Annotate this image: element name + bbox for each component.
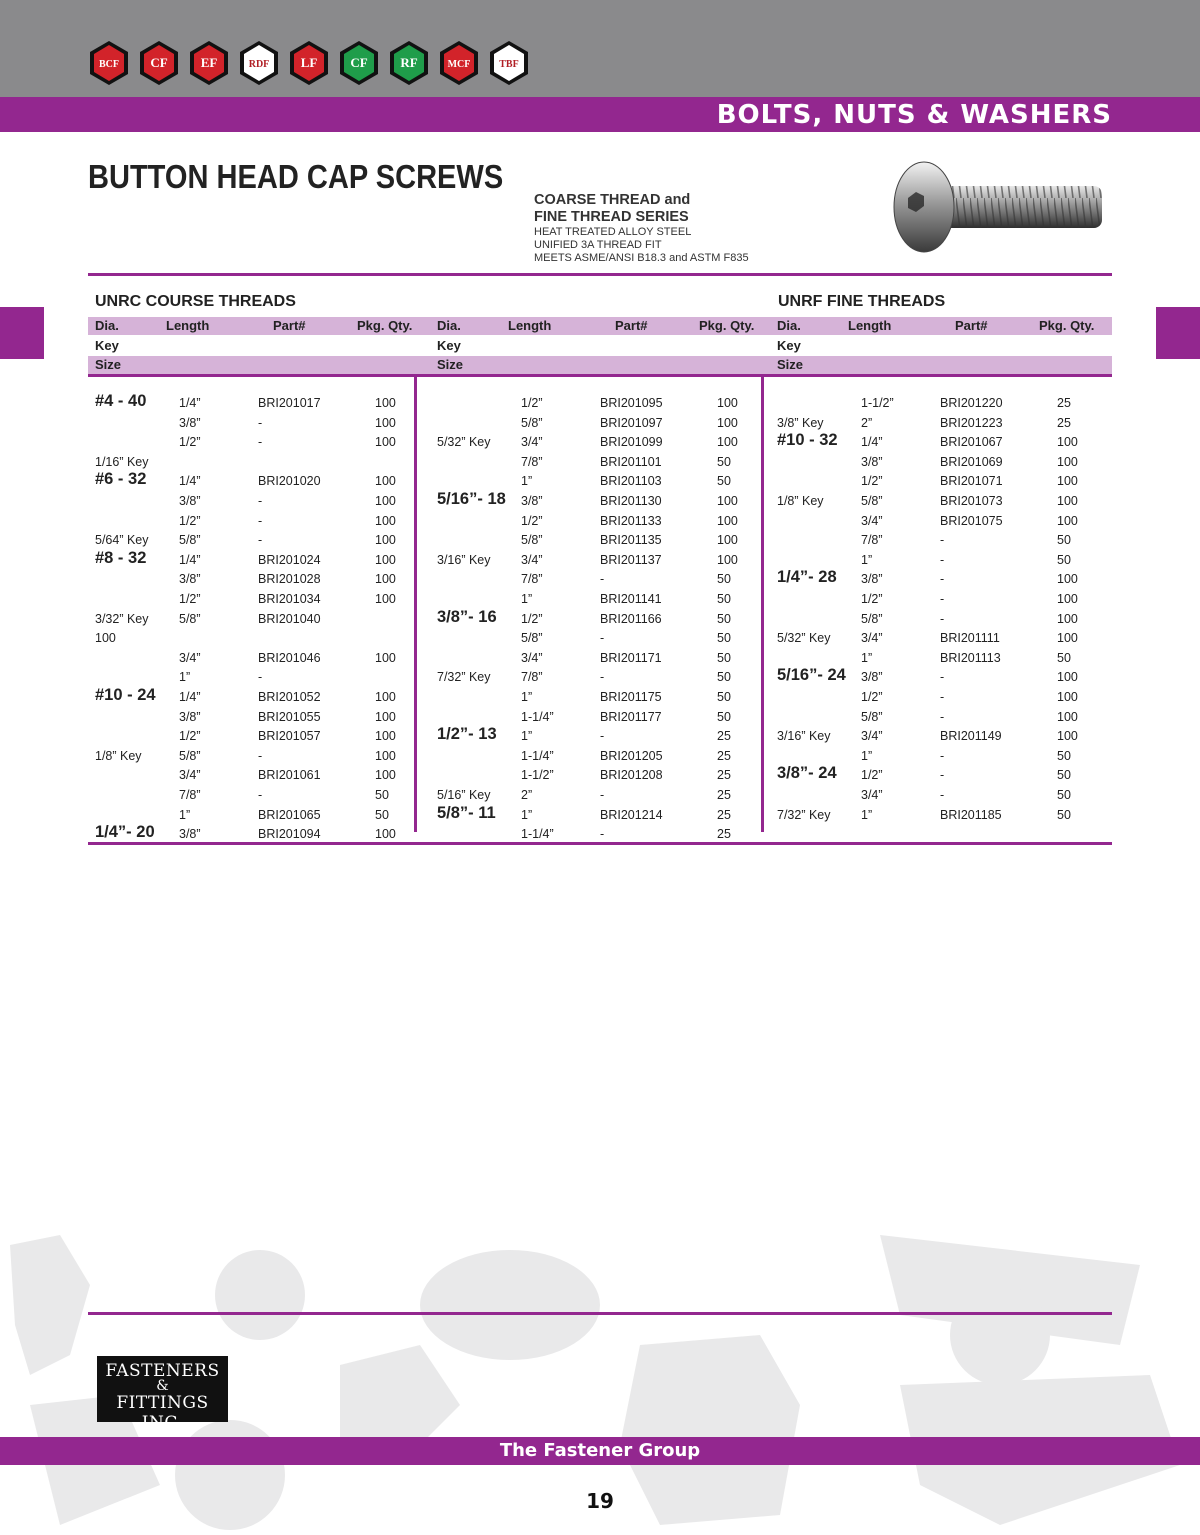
cell-len: 7/8” <box>179 788 201 802</box>
cell-pkg: 50 <box>375 788 389 802</box>
cell-pkg: 100 <box>1057 670 1078 685</box>
cell-part: BRI201052 <box>258 690 321 704</box>
cell-len: 1/2” <box>861 690 883 704</box>
cell-len: 5/8” <box>861 494 883 508</box>
brand-logo <box>436 40 482 86</box>
cell-part: - <box>940 788 945 802</box>
cell-dia: 3/8” Key <box>777 415 824 430</box>
header-part: Part# <box>273 318 306 333</box>
cell-len: 3/8” <box>861 454 883 469</box>
cell-len: 7/8” <box>521 572 543 587</box>
footer-group-name: The Fastener Group <box>499 1440 701 1461</box>
cell-pkg: 100 <box>375 690 396 704</box>
cell-part: - <box>600 827 605 842</box>
header-part: Part# <box>955 318 988 333</box>
cell-part: - <box>940 533 945 548</box>
cell-dia: 7/32” Key <box>777 807 831 822</box>
cell-pkg: 50 <box>717 650 731 665</box>
cell-part: - <box>940 572 945 587</box>
cell-dia: 5/64” Key <box>95 533 149 548</box>
cell-len: 1” <box>861 807 873 822</box>
cell-part: BRI201214 <box>600 807 663 822</box>
header-key: Key <box>777 338 801 353</box>
cell-part: - <box>940 552 945 567</box>
cell-part: BRI201099 <box>600 435 663 450</box>
cell-pkg: 100 <box>717 435 738 450</box>
cell-len: 3/4” <box>179 650 201 665</box>
brand-logo <box>386 40 432 86</box>
cell-pkg: 50 <box>717 690 731 704</box>
table-header-row <box>88 317 1112 335</box>
cell-pkg: 50 <box>717 670 731 685</box>
cell-part: - <box>940 611 945 626</box>
header-pkg: Pkg. Qty. <box>357 318 413 333</box>
cell-dia: 5/16”- 24 <box>777 666 846 685</box>
cell-part: BRI201020 <box>258 474 321 489</box>
cell-pkg: 100 <box>375 474 396 489</box>
cell-len: 1” <box>179 670 191 685</box>
cell-len: 3/8” <box>179 709 201 724</box>
cell-pkg: 100 <box>375 592 396 606</box>
cell-part: - <box>258 788 263 802</box>
side-tab-left <box>0 307 44 359</box>
cell-dia: #4 - 40 <box>95 392 147 410</box>
cell-part: BRI201220 <box>940 396 1003 410</box>
cell-pkg: 50 <box>1057 788 1071 802</box>
cell-pkg: 100 <box>717 552 738 567</box>
cell-len: 1/4” <box>861 435 883 450</box>
cell-dia: 5/32” Key <box>777 631 831 646</box>
logo-line: FITTINGS INC. <box>116 1393 209 1433</box>
brand-logos <box>86 40 532 86</box>
category-title: BOLTS, NUTS & WASHERS <box>716 100 1112 130</box>
cell-dia: 1/4”- 20 <box>95 823 155 842</box>
cell-dia: 5/16” Key <box>437 788 491 802</box>
cell-pkg: 50 <box>717 454 731 469</box>
header-part: Part# <box>615 318 648 333</box>
cell-pkg: 100 <box>1057 513 1078 528</box>
column-divider <box>761 377 764 832</box>
cell-part: BRI201101 <box>600 454 662 469</box>
cell-dia: #8 - 32 <box>95 548 147 567</box>
cell-pkg: 100 <box>375 396 396 410</box>
cell-part: BRI201185 <box>940 807 1002 822</box>
cell-dia: 5/32” Key <box>437 435 491 450</box>
brand-logo <box>136 40 182 86</box>
cell-pkg: 100 <box>375 748 396 763</box>
cell-len: 1” <box>861 748 873 763</box>
cell-len: 1/2” <box>179 592 201 606</box>
cell-part: BRI201061 <box>258 768 321 783</box>
cell-part: BRI201175 <box>600 690 662 704</box>
cell-dia: 1/4”- 28 <box>777 568 837 587</box>
cell-part: BRI201075 <box>940 513 1003 528</box>
cell-part: - <box>940 748 945 763</box>
cell-pkg: 50 <box>1057 768 1071 783</box>
cell-pkg: 100 <box>1057 454 1078 469</box>
cell-len: 1/2” <box>521 513 543 528</box>
cell-len: 1” <box>179 807 191 822</box>
cell-len: 3/4” <box>861 631 883 646</box>
cell-pkg: 100 <box>1057 592 1078 606</box>
cell-pkg: 25 <box>717 827 731 842</box>
spec-line: UNIFIED 3A THREAD FIT <box>534 239 662 251</box>
cell-dia: #6 - 32 <box>95 470 147 489</box>
cell-len: 1/2” <box>861 474 883 489</box>
cell-pkg: 100 <box>717 494 738 508</box>
cell-dia: 1/2”- 13 <box>437 725 497 744</box>
cell-len: 3/8” <box>179 415 201 430</box>
cell-part: BRI201133 <box>600 513 662 528</box>
cell-part: BRI201034 <box>258 592 321 606</box>
cell-pkg: 100 <box>375 513 396 528</box>
cell-part: BRI201028 <box>258 572 321 587</box>
cell-pkg: 50 <box>375 807 389 822</box>
cell-dia: 3/16” Key <box>437 552 491 567</box>
cell-pkg: 100 <box>375 729 396 744</box>
header-pkg: Pkg. Qty. <box>699 318 755 333</box>
cell-dia: #10 - 24 <box>95 686 156 704</box>
section-title-unrc: UNRC COURSE THREADS <box>95 293 296 310</box>
cell-pkg: 100 <box>1057 435 1078 450</box>
footer-bar <box>0 1437 1200 1465</box>
cell-pkg: 25 <box>717 729 731 744</box>
logo-line: & <box>156 1378 169 1394</box>
cell-pkg: 100 <box>1057 690 1078 704</box>
cell-len: 3/4” <box>179 768 201 783</box>
page-number: 19 <box>586 1489 614 1513</box>
cell-len: 7/8” <box>861 533 883 548</box>
header-band <box>0 0 1200 97</box>
cell-pkg: 25 <box>717 788 731 802</box>
cell-part: - <box>940 709 945 724</box>
cell-len: 1” <box>861 650 873 665</box>
cell-len: 2” <box>861 415 873 430</box>
cell-len: 1/2” <box>179 729 201 744</box>
cell-part: - <box>940 670 945 685</box>
brand-logo <box>486 40 532 86</box>
cell-len: 1/4” <box>179 552 201 567</box>
cell-len: 3/4” <box>861 513 883 528</box>
cell-part: - <box>258 670 263 685</box>
cell-part: BRI201223 <box>940 415 1003 430</box>
logo-text: BCF <box>99 59 119 70</box>
cell-len: 2” <box>521 788 533 802</box>
cell-pkg: 100 <box>375 415 396 430</box>
cell-pkg: 50 <box>717 474 731 489</box>
cell-len: 3/8” <box>179 572 201 587</box>
cell-pkg: 25 <box>717 768 731 783</box>
cell-pkg: 100 <box>375 572 396 587</box>
product-subtitle <box>534 192 749 265</box>
cell-pkg: 100 <box>717 533 738 548</box>
cell-pkg: 100 <box>1057 729 1078 744</box>
cell-len: 1” <box>521 729 533 744</box>
cell-part: - <box>940 768 945 783</box>
cell-len: 1” <box>521 807 533 822</box>
cell-pkg: 50 <box>717 709 731 724</box>
header-dia: Dia. <box>95 318 119 333</box>
cell-dia: 7/32” Key <box>437 670 491 685</box>
logo-text: LF <box>300 55 318 70</box>
brand-logo <box>236 40 282 86</box>
cell-len: 1-1/4” <box>521 709 554 724</box>
cell-part: BRI201073 <box>940 494 1003 508</box>
cell-len: 5/8” <box>179 611 201 626</box>
cell-part: BRI201024 <box>258 552 321 567</box>
cell-len: 5/8” <box>521 631 543 646</box>
header-length: Length <box>166 318 210 333</box>
cell-part: BRI201111 <box>940 631 1000 646</box>
cell-part: BRI201141 <box>600 592 662 606</box>
cell-part: - <box>258 533 263 548</box>
cell-part: - <box>258 494 263 508</box>
category-bar <box>0 97 1200 132</box>
header-length: Length <box>848 318 892 333</box>
cell-part: BRI201057 <box>258 729 321 744</box>
cell-pkg: 25 <box>1057 396 1071 410</box>
cell-len: 3/8” <box>861 572 883 587</box>
cell-part: BRI201205 <box>600 748 663 763</box>
cell-dia: 1/16” Key <box>95 454 149 469</box>
cell-dia: 100 <box>95 631 116 646</box>
cell-pkg: 100 <box>375 827 396 842</box>
section-title-unrf: UNRF FINE THREADS <box>778 293 946 310</box>
cell-pkg: 100 <box>1057 709 1078 724</box>
cell-len: 5/8” <box>521 415 543 430</box>
logo-text: RDF <box>248 59 270 70</box>
header-dia: Dia. <box>437 318 461 333</box>
cell-pkg: 100 <box>717 415 738 430</box>
cell-part: BRI201095 <box>600 396 663 410</box>
brand-logo <box>286 40 332 86</box>
cell-part: BRI201040 <box>258 611 321 626</box>
cell-len: 5/8” <box>179 533 201 548</box>
cell-len: 3/8” <box>521 494 543 508</box>
cell-dia: 3/32” Key <box>95 611 149 626</box>
column-divider <box>414 377 417 832</box>
cell-len: 5/8” <box>521 533 543 548</box>
logo-text: CF <box>150 55 168 70</box>
header-size: Size <box>777 357 804 372</box>
cell-len: 5/8” <box>861 611 883 626</box>
header-length: Length <box>508 318 552 333</box>
cell-dia: #10 - 32 <box>777 431 838 450</box>
cell-pkg: 100 <box>1057 494 1078 508</box>
header-key: Key <box>437 338 461 353</box>
cell-pkg: 100 <box>717 513 738 528</box>
cell-part: - <box>258 415 263 430</box>
cell-len: 1/2” <box>861 592 883 606</box>
cell-len: 1” <box>521 592 533 606</box>
header-size: Size <box>437 357 464 372</box>
cell-part: BRI201166 <box>600 611 662 626</box>
cell-len: 1-1/2” <box>521 768 554 783</box>
logo-text: MCF <box>447 59 471 70</box>
cell-dia: 5/16”- 18 <box>437 490 506 508</box>
cell-len: 1-1/4” <box>521 827 554 842</box>
screw-image <box>886 158 1108 258</box>
cell-pkg: 100 <box>375 494 396 508</box>
cell-part: - <box>940 690 945 704</box>
cell-len: 7/8” <box>521 670 543 685</box>
cell-pkg: 100 <box>375 552 396 567</box>
cell-part: - <box>600 572 605 587</box>
cell-pkg: 100 <box>375 435 396 450</box>
spec-line: MEETS ASME/ANSI B18.3 and ASTM F835 <box>534 252 749 264</box>
cell-pkg: 100 <box>1057 572 1078 587</box>
cell-part: - <box>600 788 605 802</box>
cell-len: 1/4” <box>179 474 201 489</box>
cell-len: 3/8” <box>861 670 883 685</box>
cell-len: 1” <box>521 690 533 704</box>
divider <box>88 273 1112 276</box>
cell-pkg: 100 <box>1057 611 1078 626</box>
cell-len: 1/2” <box>861 768 883 783</box>
brand-logo <box>86 40 132 86</box>
header-size: Size <box>95 357 122 372</box>
cell-pkg: 50 <box>717 611 731 626</box>
cell-len: 3/4” <box>521 435 543 450</box>
cell-len: 1/4” <box>179 396 201 410</box>
cell-dia: 1/8” Key <box>95 748 142 763</box>
logo-line: FASTENERS <box>105 1361 220 1381</box>
header-key: Key <box>95 338 119 353</box>
cell-len: 5/8” <box>861 709 883 724</box>
cell-len: 7/8” <box>521 454 543 469</box>
cell-part: BRI201135 <box>600 533 662 548</box>
cell-part: BRI201103 <box>600 474 662 489</box>
cell-part: BRI201071 <box>940 474 1003 489</box>
cell-part: - <box>258 435 263 450</box>
cell-dia: 5/8”- 11 <box>437 803 496 822</box>
cell-len: 5/8” <box>179 748 201 763</box>
logo-text: EF <box>200 55 218 70</box>
page-title: BUTTON HEAD CAP SCREWS <box>88 158 504 195</box>
side-tab-right <box>1156 307 1200 359</box>
cell-part: BRI201094 <box>258 827 321 842</box>
cell-pkg: 25 <box>717 748 731 763</box>
cell-part: BRI201177 <box>600 709 662 724</box>
cell-dia: 3/8”- 16 <box>437 607 497 626</box>
brand-logo <box>186 40 232 86</box>
cell-len: 1/2” <box>179 513 201 528</box>
cell-part: BRI201149 <box>940 729 1002 744</box>
cell-pkg: 25 <box>717 807 731 822</box>
cell-len: 3/4” <box>521 650 543 665</box>
table-header-row <box>88 337 1112 355</box>
cell-part: BRI201208 <box>600 768 663 783</box>
cell-pkg: 100 <box>375 768 396 783</box>
divider <box>88 374 1112 377</box>
cell-part: - <box>600 670 605 685</box>
table-header-row <box>88 356 1112 374</box>
divider <box>88 842 1112 845</box>
cell-part: BRI201171 <box>600 650 662 665</box>
cell-len: 3/4” <box>861 788 883 802</box>
cell-pkg: 50 <box>717 572 731 587</box>
cell-len: 3/8” <box>179 494 201 508</box>
subtitle-line: FINE THREAD SERIES <box>534 209 689 225</box>
cell-part: - <box>600 729 605 744</box>
cell-pkg: 50 <box>1057 807 1071 822</box>
logo-text: RF <box>400 55 418 70</box>
cell-len: 3/4” <box>861 729 883 744</box>
cell-pkg: 50 <box>1057 650 1071 665</box>
cell-len: 1-1/2” <box>861 396 894 410</box>
cell-dia: 1/8” Key <box>777 494 824 508</box>
footer-divider <box>88 1312 1112 1315</box>
cell-len: 1/2” <box>521 396 543 410</box>
subtitle-line: COARSE THREAD and <box>534 192 691 208</box>
cell-part: BRI201017 <box>258 396 321 410</box>
cell-len: 1-1/4” <box>521 748 554 763</box>
header-dia: Dia. <box>777 318 801 333</box>
header-pkg: Pkg. Qty. <box>1039 318 1095 333</box>
fasteners-fittings-logo <box>97 1356 228 1433</box>
cell-pkg: 100 <box>375 650 396 665</box>
cell-part: BRI201097 <box>600 415 663 430</box>
cell-pkg: 100 <box>717 396 738 410</box>
cell-part: BRI201113 <box>940 650 1001 665</box>
cell-len: 1/2” <box>521 611 543 626</box>
cell-part: - <box>258 748 263 763</box>
cell-len: 1/4” <box>179 690 201 704</box>
cell-pkg: 100 <box>375 533 396 548</box>
cell-pkg: 50 <box>717 592 731 606</box>
cell-pkg: 50 <box>717 631 731 646</box>
cell-part: BRI201137 <box>600 552 662 567</box>
cell-len: 3/4” <box>521 552 543 567</box>
cell-pkg: 25 <box>1057 415 1071 430</box>
cell-part: - <box>600 631 605 646</box>
cell-dia: 3/8”- 24 <box>777 764 837 783</box>
logo-text: TBF <box>499 59 519 70</box>
cell-part: BRI201055 <box>258 709 321 724</box>
cell-pkg: 100 <box>1057 474 1078 489</box>
brand-logo <box>336 40 382 86</box>
cell-dia: 3/16” Key <box>777 729 831 744</box>
cell-pkg: 50 <box>1057 533 1071 548</box>
cell-pkg: 100 <box>1057 631 1078 646</box>
cell-part: - <box>258 513 263 528</box>
cell-part: BRI201046 <box>258 650 321 665</box>
cell-part: - <box>940 592 945 606</box>
cell-part: BRI201069 <box>940 454 1003 469</box>
spec-line: HEAT TREATED ALLOY STEEL <box>534 226 692 238</box>
logo-text: CF <box>350 55 368 70</box>
cell-len: 1” <box>861 552 873 567</box>
cell-pkg: 50 <box>1057 552 1071 567</box>
cell-part: BRI201065 <box>258 807 321 822</box>
cell-part: BRI201067 <box>940 435 1003 450</box>
cell-len: 3/8” <box>179 827 201 842</box>
cell-part: BRI201130 <box>600 494 662 508</box>
cell-pkg: 100 <box>375 709 396 724</box>
cell-len: 1/2” <box>179 435 201 450</box>
cell-len: 1” <box>521 474 533 489</box>
cell-pkg: 50 <box>1057 748 1071 763</box>
